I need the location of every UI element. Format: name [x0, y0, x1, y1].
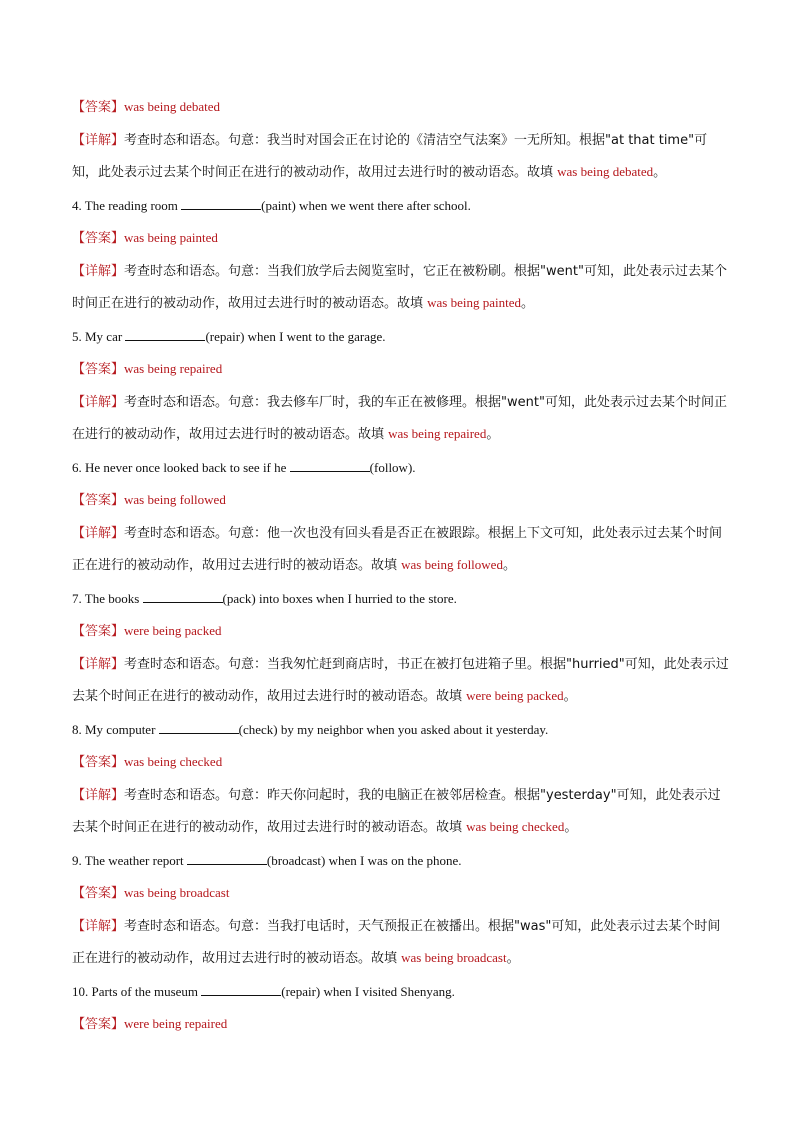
answer-tag: 【答案】 [72, 1017, 125, 1032]
answer-line [72, 99, 732, 115]
detail-tag: 【详解】 [72, 395, 125, 410]
detail-tag: 【详解】 [72, 788, 125, 803]
detail-answer: were being packed [466, 688, 564, 703]
question-text: 7. The books [72, 591, 143, 606]
detail-end: 。 [653, 165, 667, 180]
question-text: 6. He never once looked back to see if he [72, 460, 290, 475]
answer-line [72, 492, 732, 508]
answer-blank [201, 983, 281, 996]
answer-blank [125, 328, 205, 341]
answer-tag: 【答案】 [72, 362, 125, 377]
detail-line [72, 648, 732, 712]
detail-end: 。 [506, 951, 520, 966]
question-4 [72, 197, 732, 213]
detail-answer: was being painted [427, 295, 522, 310]
detail-text: 考查时态和语态。句意：当我匆忙赶到商店时，书正在被打包进箱子里。根据"hurried"可知，此处表示过去某个时间正在进行的被动动作，故用过去进行时的被动语态。故填 [72, 657, 729, 704]
detail-text: 考查时态和语态。句意：当我们放学后去阅览室时，它正在被粉刷。根据"went"可知，此处表示过去某个时间正在进行的被动动作，故用过去进行时的被动语态。故填 [72, 264, 727, 311]
question-8 [72, 721, 732, 737]
detail-tag: 【详解】 [72, 919, 125, 934]
detail-answer: was being followed [401, 557, 503, 572]
detail-text: 考查时态和语态。句意：我去修车厂时，我的车正在被修理。根据"went"可知，此处表示过去某个时间正在进行的被动动作，故用过去进行时的被动语态。故填 [72, 395, 727, 442]
detail-tag: 【详解】 [72, 657, 125, 672]
detail-end: 。 [486, 427, 500, 442]
answer-text: were being repaired [124, 1016, 228, 1031]
detail-text: 考查时态和语态。句意：昨天你问起时，我的电脑正在被邻居检查。根据"yesterday"可知，此处表示过去某个时间正在进行的被动动作，故用过去进行时的被动语态。故填 [72, 788, 721, 835]
answer-text: was being painted [124, 230, 218, 245]
answer-text: was being broadcast [124, 885, 230, 900]
answer-line [72, 623, 732, 639]
detail-line [72, 517, 732, 581]
detail-answer: was being checked [466, 819, 565, 834]
detail-end: 。 [563, 689, 577, 704]
answer-line [72, 885, 732, 901]
answer-tag: 【答案】 [72, 886, 125, 901]
question-text: 10. Parts of the museum [72, 984, 202, 999]
question-text: 9. The weather report [72, 853, 187, 868]
detail-line [72, 779, 732, 843]
answer-blank [143, 590, 223, 603]
answer-tag: 【答案】 [72, 493, 125, 508]
question-text: 8. My computer [72, 722, 159, 737]
question-text: 5. My car [72, 329, 126, 344]
detail-tag: 【详解】 [72, 526, 125, 541]
answer-line [72, 754, 732, 770]
answer-line [72, 361, 732, 377]
answer-line [72, 1016, 732, 1032]
question-text: 4. The reading room [72, 198, 182, 213]
detail-answer: was being debated [557, 164, 654, 179]
detail-line [72, 124, 732, 188]
question-text-end: (check) by my neighbor when you asked about it yesterday. [238, 722, 549, 737]
answer-blank [187, 852, 267, 865]
detail-end: 。 [502, 558, 516, 573]
answer-tag: 【答案】 [72, 100, 125, 115]
document-content [72, 99, 732, 1049]
question-10 [72, 983, 732, 999]
detail-text: 考查时态和语态。句意：他一次也没有回头看是否正在被跟踪。根据上下文可知，此处表示过去某个时间正在进行的被动动作，故用过去进行时的被动语态。故填 [72, 526, 723, 573]
detail-answer: was being broadcast [401, 950, 507, 965]
question-text-end: (repair) when I visited Shenyang. [281, 984, 455, 999]
answer-tag: 【答案】 [72, 624, 125, 639]
question-text-end: (follow). [369, 460, 416, 475]
answer-blank [290, 459, 370, 472]
answer-text: was being followed [124, 492, 226, 507]
question-text-end: (repair) when I went to the garage. [205, 329, 386, 344]
answer-blank [181, 197, 261, 210]
detail-answer: was being repaired [388, 426, 487, 441]
detail-line [72, 386, 732, 450]
question-6 [72, 459, 732, 475]
answer-blank [159, 721, 239, 734]
answer-tag: 【答案】 [72, 231, 125, 246]
detail-line [72, 255, 732, 319]
detail-tag: 【详解】 [72, 133, 125, 148]
answer-text: was being checked [124, 754, 223, 769]
answer-line [72, 230, 732, 246]
answer-tag: 【答案】 [72, 755, 125, 770]
detail-text: 考查时态和语态。句意：我当时对国会正在讨论的《清洁空气法案》一无所知。根据"at that time"可知，此处表示过去某个时间正在进行的被动动作，故用过去进行时的被动语态。故填 [72, 133, 708, 180]
detail-text: 考查时态和语态。句意：当我打电话时，天气预报正在被播出。根据"was"可知，此处表示过去某个时间正在进行的被动动作，故用过去进行时的被动语态。故填 [72, 919, 721, 966]
answer-text: was being debated [124, 99, 221, 114]
question-7 [72, 590, 732, 606]
question-text-end: (paint) when we went there after school. [261, 198, 471, 213]
question-text-end: (broadcast) when I was on the phone. [266, 853, 462, 868]
detail-line [72, 910, 732, 974]
question-5 [72, 328, 732, 344]
detail-tag: 【详解】 [72, 264, 125, 279]
answer-text: was being repaired [124, 361, 223, 376]
question-9 [72, 852, 732, 868]
answer-text: were being packed [124, 623, 222, 638]
detail-end: 。 [521, 296, 535, 311]
question-text-end: (pack) into boxes when I hurried to the store. [222, 591, 457, 606]
detail-end: 。 [564, 820, 578, 835]
